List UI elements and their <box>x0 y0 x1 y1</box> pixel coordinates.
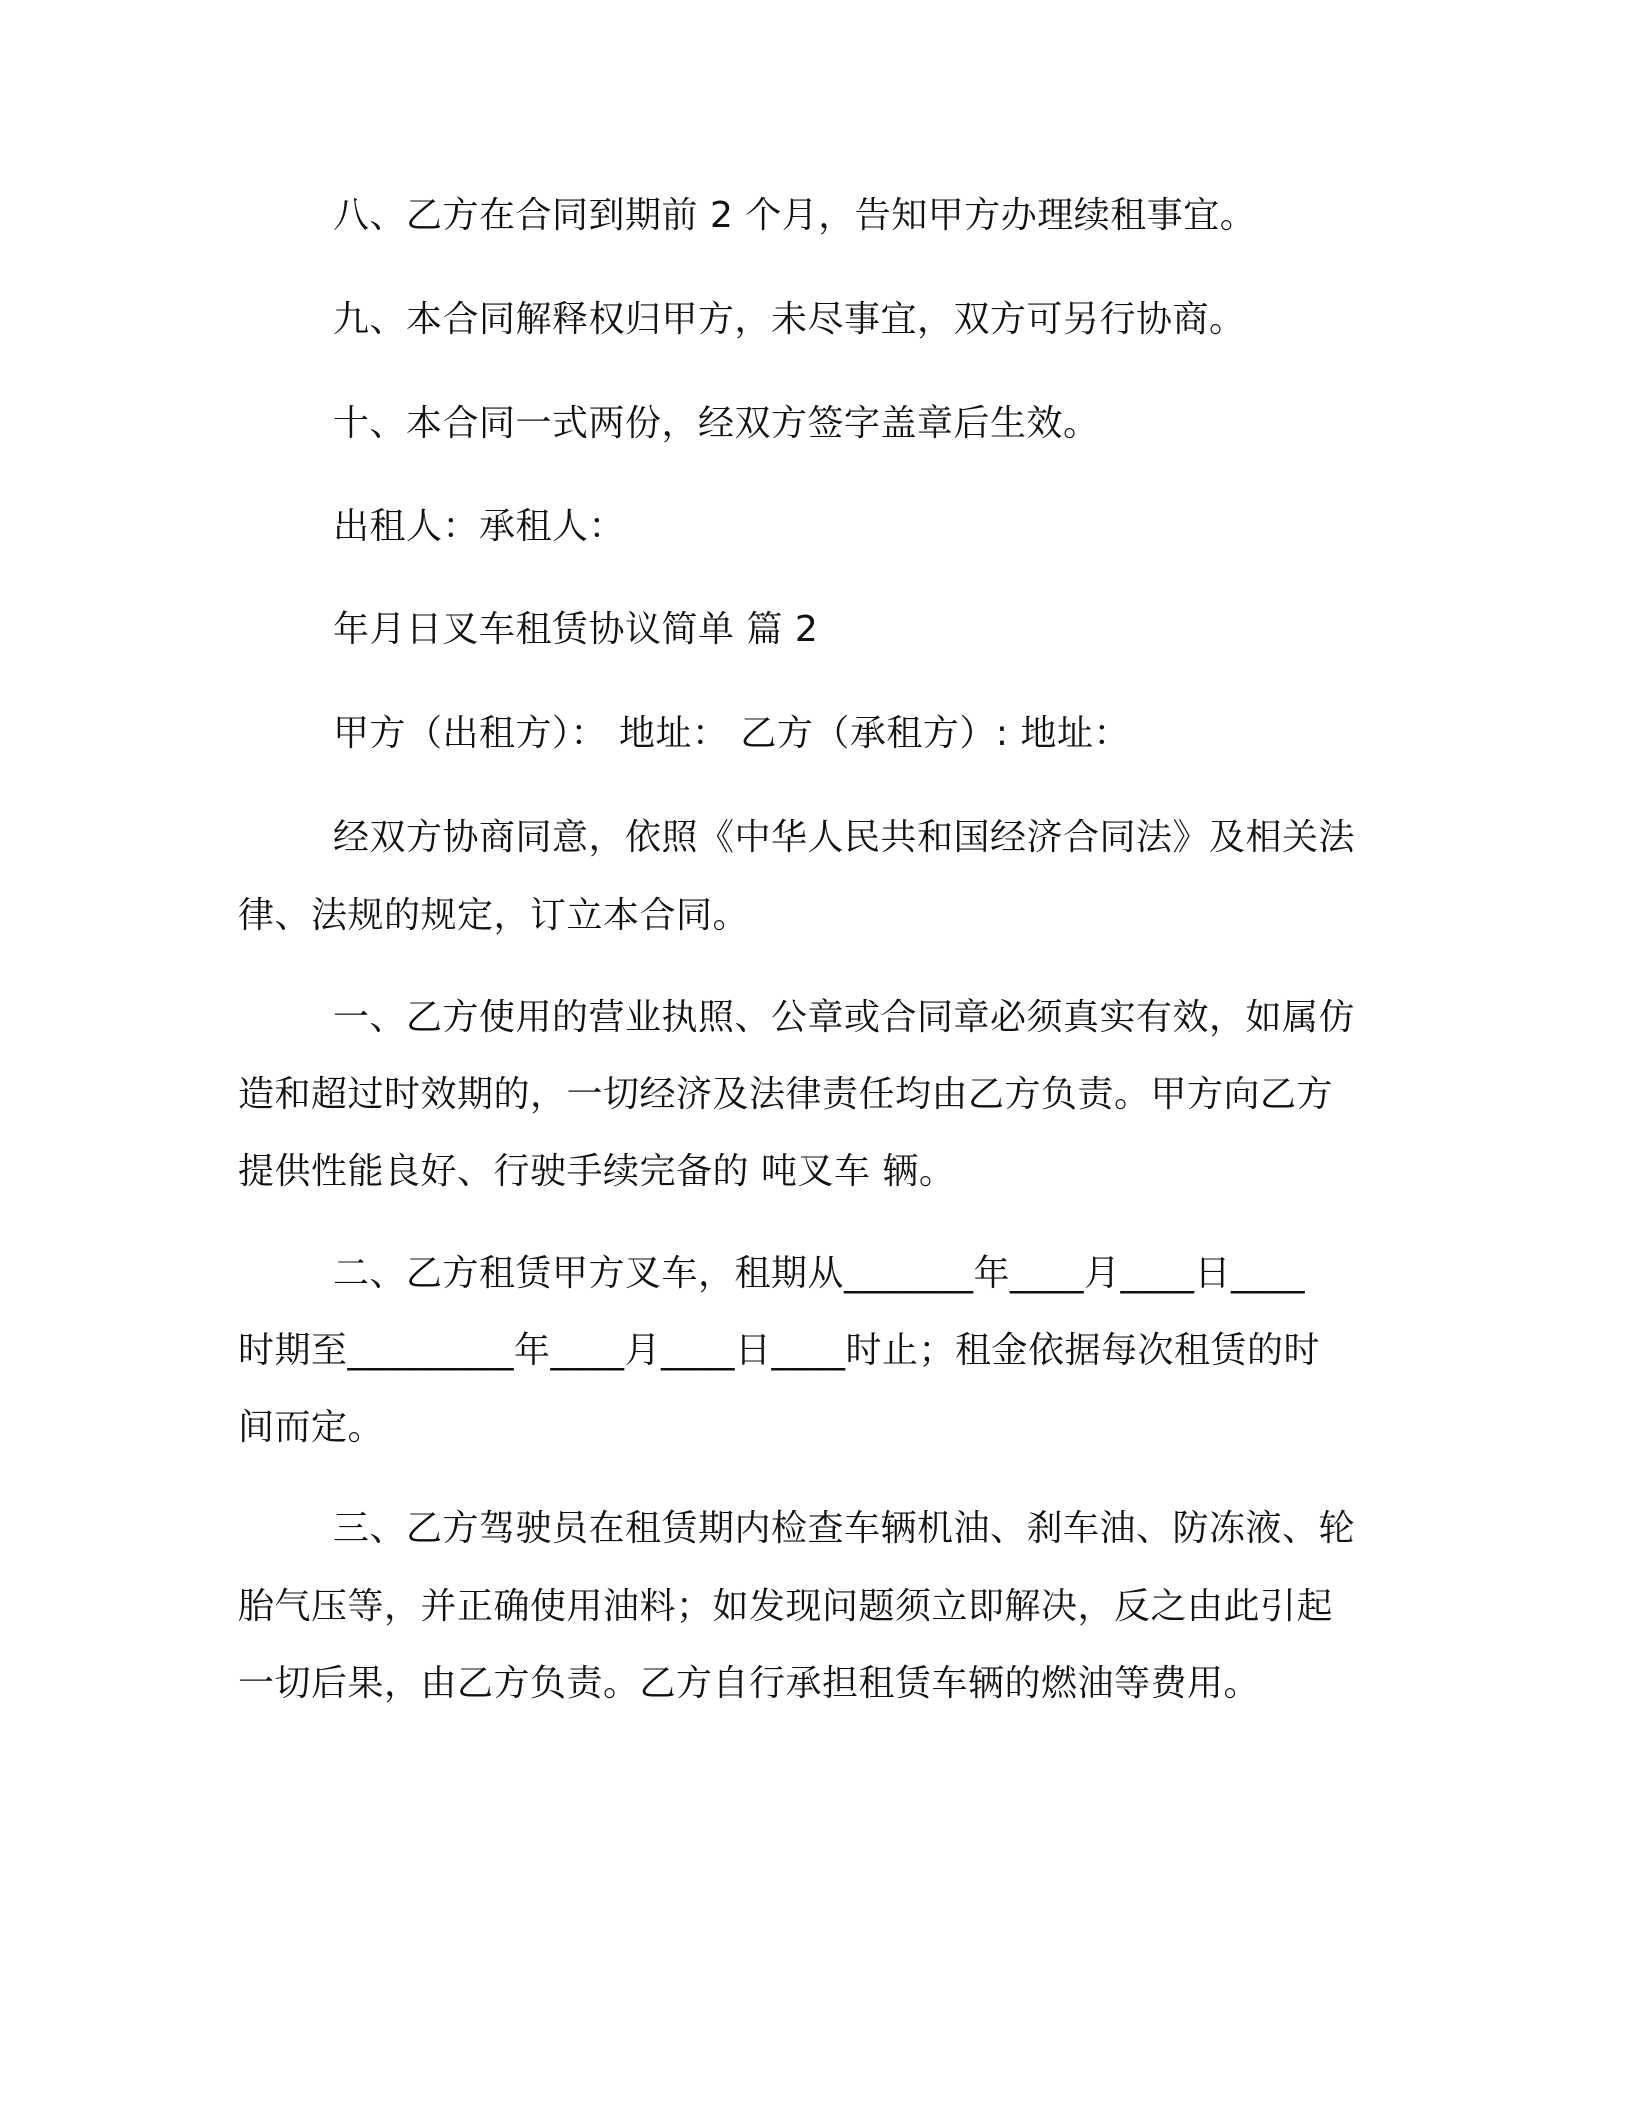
parties-line: 甲方（出租方）： 地址： 乙方（承租方）: 地址： <box>333 713 1130 754</box>
article-3-line-1: 三、乙方驾驶员在租赁期内检查车辆机油、刹车油、防冻液、轮 <box>333 1508 1356 1549</box>
clause-8: 八、乙方在合同到期前 2 个月，告知甲方办理续租事宜。 <box>333 195 1257 236</box>
preamble-line-2: 律、法规的规定，订立本合同。 <box>238 895 750 936</box>
article-1-line-3: 提供性能良好、行驶手续完备的 吨叉车 辆。 <box>238 1151 956 1192</box>
article-3-line-2: 胎气压等，并正确使用油料；如发现问题须立即解决，反之由此引起 <box>238 1586 1334 1627</box>
article-3-line-3: 一切后果，由乙方负责。乙方自行承担租赁车辆的燃油等费用。 <box>238 1663 1261 1704</box>
article-1-line-1: 一、乙方使用的营业执照、公章或合同章必须真实有效，如属仿 <box>333 997 1356 1038</box>
article-1-line-2: 造和超过时效期的，一切经济及法律责任均由乙方负责。甲方向乙方 <box>238 1074 1334 1115</box>
preamble-line-1: 经双方协商同意，依照《中华人民共和国经济合同法》及相关法 <box>333 817 1356 858</box>
section-title: 年月日叉车租赁协议简单 篇 2 <box>333 609 819 650</box>
signature-line: 出租人：承租人： <box>333 506 626 547</box>
clause-10: 十、本合同一式两份，经双方签字盖章后生效。 <box>333 403 1100 444</box>
clause-9: 九、本合同解释权归甲方，未尽事宜，双方可另行协商。 <box>333 299 1246 340</box>
article-2-line-1: 二、乙方租赁甲方叉车，租期从_______年____月____日____ <box>333 1253 1306 1294</box>
article-2-line-3: 间而定。 <box>238 1407 385 1448</box>
article-2-line-2: 时期至_________年____月____日____时止；租金依据每次租赁的时 <box>238 1330 1321 1371</box>
